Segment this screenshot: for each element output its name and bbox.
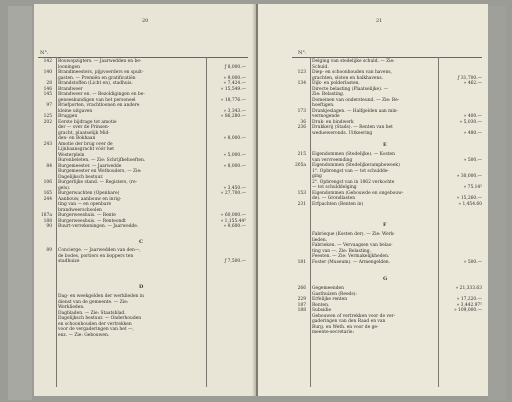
- entry-text: Amotie der brug over de: [58, 141, 113, 147]
- entry-amount: » 5,030.—: [459, 119, 482, 125]
- entry-amount: » 7,424.—: [223, 81, 246, 86]
- entry-number: 145: [43, 92, 52, 97]
- entry-amount: » 17,220.—: [456, 297, 482, 302]
- entry-text: Foster (Museum). — Armengelden.: [312, 259, 391, 265]
- ledger-entry-row: [292, 131, 482, 137]
- entry-text: Bouwopzigters. — Jaarwedden en be-: [58, 59, 142, 64]
- entry-number: 187a: [41, 213, 52, 218]
- entry-text: Burgerlijke stand. — Registers, (re-: [58, 180, 138, 185]
- entry-amount: » 500.—: [463, 157, 482, 163]
- entry-text: Diep- en schoonhouden van havens,: [312, 70, 392, 75]
- entry-amount: ƒ 31,700.—: [457, 75, 482, 81]
- entry-amount: » 21,333.63: [455, 286, 482, 291]
- entry-number: 153: [297, 190, 306, 196]
- entry-text: ging: [312, 174, 322, 179]
- entry-text: Brandweer: [58, 86, 83, 92]
- left-section-c: C: [139, 239, 143, 245]
- entry-text: lieden.: [312, 237, 328, 243]
- entry-text: Delging van stedelijke schuld. — Zie:: [312, 59, 395, 64]
- left-column-header: N°.: [40, 50, 49, 56]
- ledger-entry-row: [38, 259, 248, 265]
- entry-amount: » 18,776.—: [220, 97, 246, 103]
- entry-text: Briefporten, vrachtloonen en andere: [58, 103, 140, 108]
- entry-number: 28: [46, 81, 52, 86]
- entry-text: Dagbladen. — Zie: Staatsblad.: [58, 310, 126, 316]
- entry-number: 134: [297, 81, 306, 86]
- right-page-number: 21: [376, 18, 383, 24]
- entry-amount: » 480.—: [463, 130, 482, 136]
- entry-text: dienst van de gemeente. — Zie:: [58, 299, 129, 305]
- entry-text: Westerplein: [58, 152, 85, 158]
- entry-amount: » 3,450.—: [223, 185, 246, 191]
- entry-number: 125: [43, 114, 52, 119]
- entry-text: Gebouwen of vertrekken voor de ver-: [312, 313, 396, 319]
- right-entries-list: [292, 59, 482, 136]
- entry-text: de). — Grondlasten: [312, 196, 356, 201]
- entry-amount: » 1,454.60: [458, 201, 482, 207]
- entry-text: Burgerwachten (Openbare): [58, 191, 120, 196]
- entry-text: Eigendommen (Stedelijkerampbeweek): [312, 163, 400, 168]
- entry-text: Lijnbaansgracht vóór het: [58, 147, 115, 152]
- entry-amount: » 15,549.—: [220, 86, 246, 92]
- entry-text: Buurt-verrekeningen. — Jaarwedde.: [58, 224, 139, 229]
- entry-number: 215: [297, 152, 306, 157]
- entry-text: 2°. Opbrengst van in 1862 verkochte: [312, 179, 395, 185]
- entry-amount: » 3,343.—: [223, 108, 246, 114]
- entry-number: 243: [43, 141, 52, 147]
- entry-text: grachten, sloten en balkhavens.: [312, 75, 383, 81]
- entry-text: Dagelijksch bestuur.: [58, 174, 104, 180]
- entry-text: Brandmeesters, pijpvoerders en spuit-: [58, 70, 144, 75]
- entry-amount: » 27,700.—: [220, 191, 246, 196]
- right-section-f: F: [383, 222, 387, 228]
- entry-text: gels).: [58, 185, 71, 191]
- entry-text: Erfpachten (Renten in): [312, 201, 364, 207]
- entry-text: Zie: Belasting.: [312, 92, 345, 97]
- right-column-header: N°.: [298, 50, 307, 56]
- entry-text: Burg. en Weth. en voor de ge-: [312, 324, 379, 330]
- entry-text: Brandweer en. — Bezoldigingen en be-: [58, 92, 145, 97]
- entry-text: Gasthuizen (Reeds):: [312, 291, 357, 297]
- entry-text: Schuld.: [312, 64, 329, 70]
- entry-text: Drukkerij (Stads). — Renten van het: [312, 125, 393, 130]
- entry-text: — tot schulddelging: [312, 185, 357, 190]
- right-section-g: G: [383, 276, 388, 282]
- entry-text: Burgemeester en Wethouders. — Zie:: [58, 169, 142, 174]
- entry-number: 181: [297, 259, 306, 265]
- entry-text: geneeskundigen van het personeel: [58, 97, 136, 103]
- entry-number: 97: [46, 103, 52, 108]
- entry-amount: » 462.—: [463, 81, 482, 86]
- entry-number: 84: [46, 163, 52, 169]
- entry-text: kleine uitgaven: [58, 108, 93, 114]
- ledger-entry-row: [38, 333, 248, 339]
- entry-text: Burgemeester. — Jaarwedde: [58, 163, 122, 169]
- entry-amount: ƒ 8,000.—: [224, 64, 246, 70]
- entry-amount: » 15,260.—: [456, 196, 482, 201]
- entry-text: Eigendommen (Stedelijke). — Kosten: [312, 152, 395, 157]
- entry-text: Dag- en weekgelden der werklieden in: [58, 294, 145, 299]
- cover-edge-left: [8, 6, 32, 400]
- left-entries-c: [38, 248, 248, 265]
- entry-amount: » 3,442.97⁵: [456, 302, 482, 308]
- cover-edge-right: [488, 6, 506, 400]
- entry-number: 188: [297, 308, 306, 313]
- entry-text: Eerste bijdrage tot amotie: [58, 119, 117, 125]
- entry-text: stadhuize: [58, 259, 80, 264]
- entry-text: ting van — en openbare: [58, 202, 112, 207]
- entry-text: Fabrieken. — Vervaagsen van belas-: [312, 243, 393, 248]
- entry-text: en schoonhouden der vertrekken: [58, 321, 132, 327]
- entry-amount: » 60,000.—: [220, 213, 246, 218]
- entry-amount: » 9,600.—: [223, 224, 246, 229]
- entry-amount: » 9,000.—: [223, 75, 246, 81]
- entry-text: Dijk- en polderlasten.: [312, 81, 360, 86]
- entry-text: Erfelijke renten: [312, 297, 348, 302]
- entry-text: Dagelijksch bestuur. — Onderhouden: [58, 316, 142, 321]
- entry-text: Renten.: [312, 302, 330, 308]
- entry-amount: » 5,000.—: [223, 152, 246, 158]
- entry-number: 146: [43, 86, 52, 92]
- entry-text: Concierge. — Jaarwedden van den—,: [58, 248, 141, 253]
- entry-number: 188: [43, 218, 52, 224]
- entry-text: Aanbouw, aanbouw en inrig-: [58, 196, 122, 202]
- entry-number: 229: [297, 297, 306, 302]
- entry-text: meente-secretarie:: [312, 330, 355, 335]
- ledger-entry-row: [292, 202, 482, 208]
- entry-amount: » 8,000.—: [223, 163, 246, 169]
- entry-text: Drankjeslagen. — Halfgelden aan min-: [312, 108, 399, 114]
- entry-text: Subsidie: [312, 308, 332, 313]
- entry-text: de bodes, portiers en boppers ten: [58, 253, 134, 259]
- left-page: [34, 4, 256, 396]
- entry-amount: » 86,280.—: [220, 114, 246, 119]
- entry-text: vermogende: [312, 114, 340, 119]
- entry-text: Fabrieque (Kosten der). — Zie: Werk-: [312, 232, 395, 237]
- entry-number: 173: [297, 108, 306, 114]
- ledger-entry-row: [38, 224, 248, 230]
- entry-amount: » 8,000.—: [223, 136, 246, 141]
- entry-number: 106: [43, 180, 52, 185]
- entry-text: hoeftigen.: [312, 103, 335, 108]
- ledger-entry-row: [292, 260, 482, 266]
- entry-number: 231: [297, 201, 306, 207]
- entry-number: 236: [297, 125, 306, 130]
- entry-amount: ƒ 7,500.—: [224, 259, 246, 264]
- entry-number: 90: [46, 224, 52, 229]
- entry-text: Werklieden.: [58, 305, 85, 310]
- left-entries-d: [38, 294, 248, 338]
- entry-text: brandweerschoolen: [58, 207, 102, 213]
- entry-text: ting van —. Zie: Belasting.: [312, 248, 371, 254]
- entry-text: van vervreemding: [312, 157, 353, 163]
- entry-number: 142: [43, 59, 52, 64]
- entry-text: der — over de Prinsen-: [58, 125, 110, 130]
- entry-text: Brandstoffen (Licht en), stadhuis.: [58, 81, 133, 86]
- entry-number: 89: [46, 248, 52, 253]
- ledger-entry-row: [292, 330, 482, 336]
- entry-text: gaderingen van den Raad en van: [312, 319, 386, 324]
- right-header-rule: [292, 57, 482, 58]
- entry-number: 36: [300, 119, 306, 125]
- entry-amount: » 75.14⁵: [463, 185, 482, 190]
- entry-text: voor de vergaderingen van het —,: [58, 327, 134, 332]
- left-header-rule: [38, 57, 248, 58]
- entry-text: Bruggen: [58, 114, 78, 119]
- entry-number: 244: [43, 196, 52, 202]
- entry-text: Druk- en bindwerk: [312, 119, 354, 125]
- entry-text: Gegemeenden: [312, 286, 344, 291]
- right-section-e: E: [383, 142, 387, 148]
- right-entries-e: [292, 152, 482, 207]
- entry-amount: » 30,000.—: [456, 174, 482, 179]
- entry-amount: » 400.—: [463, 114, 482, 119]
- left-page-number: 20: [142, 18, 149, 24]
- right-entries-f: [292, 232, 482, 265]
- entry-amount: » 109,000.—: [453, 308, 482, 313]
- entry-text: gracht, plaatselijk Mid-: [58, 130, 110, 136]
- entry-text: Burenbeleten. — Zie: Schrijfbehoeften.: [58, 158, 146, 163]
- entry-text: gasten. — Premiën en gratificatiën: [58, 75, 136, 81]
- right-entries-g: [292, 286, 482, 336]
- left-section-d: D: [139, 284, 144, 290]
- entry-number: 187: [297, 302, 306, 308]
- entry-text: wedueweronds. Uitkeering: [312, 130, 373, 136]
- entry-number: 140: [43, 70, 52, 75]
- entry-number: 266: [297, 286, 306, 291]
- entry-text: enz. — Zie: Gebouwen.: [58, 332, 110, 338]
- entry-number: 165: [43, 191, 52, 196]
- entry-text: Feesten. — Zie: Vermakelijkheden.: [312, 254, 390, 259]
- left-entries-list: [38, 59, 248, 230]
- entry-number: 205a: [295, 163, 306, 168]
- entry-number: 202: [43, 119, 52, 125]
- entry-text: Burgerweeshuis. — Renteondt: [58, 218, 126, 224]
- entry-amount: » 1,155.44⁵: [220, 218, 246, 224]
- entry-text: Eigendommen (Gebouwde en ongebouw-: [312, 190, 404, 196]
- entry-text: Directe belasting (Plaatselijke). —: [312, 86, 388, 92]
- entry-number: 123: [297, 70, 306, 75]
- entry-text: Burgerweeshuis. — Rente: [58, 213, 116, 218]
- entry-text: den- en Bokhaan: [58, 136, 96, 141]
- entry-text: 1°. Opbrengst van — tot schuldde-: [312, 168, 389, 174]
- right-page: [258, 4, 488, 396]
- entry-text: Domeinen van ondersteund. — Zie: Be-: [312, 97, 400, 103]
- entry-amount: » 500.—: [463, 259, 482, 265]
- entry-text: looningen: [58, 64, 80, 70]
